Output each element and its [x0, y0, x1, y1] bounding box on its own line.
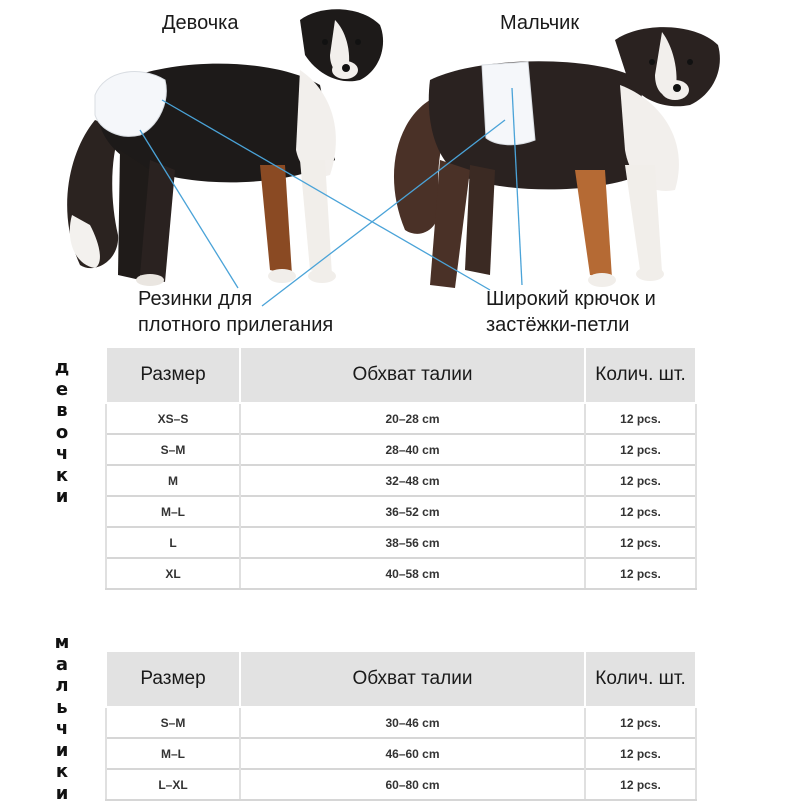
- elastic-caption-line-2: плотного прилегания: [138, 312, 333, 338]
- side-letter: и: [52, 486, 72, 508]
- cell-size: M–L: [106, 738, 240, 769]
- cell-quantity: 12 pcs.: [585, 707, 696, 738]
- cell-quantity: 12 pcs.: [585, 403, 696, 434]
- side-letter: м: [52, 632, 72, 654]
- cell-size: S–M: [106, 707, 240, 738]
- cell-waist: 46–60 cm: [240, 738, 585, 769]
- cell-waist: 20–28 cm: [240, 403, 585, 434]
- cell-quantity: 12 pcs.: [585, 527, 696, 558]
- table-row: [106, 769, 696, 800]
- cell-waist: 38–56 cm: [240, 527, 585, 558]
- cell-size: S–M: [106, 434, 240, 465]
- dogs-illustration: [0, 0, 800, 340]
- hook-caption: [486, 286, 656, 338]
- header-quantity: Колич. шт.: [585, 347, 696, 403]
- cell-quantity: 12 pcs.: [585, 465, 696, 496]
- cell-quantity: 12 pcs.: [585, 558, 696, 589]
- girl-dog: [67, 9, 383, 286]
- boys-size-table: [105, 650, 697, 801]
- cell-size: M–L: [106, 496, 240, 527]
- cell-quantity: 12 pcs.: [585, 496, 696, 527]
- cell-size: L: [106, 527, 240, 558]
- cell-size: L–XL: [106, 769, 240, 800]
- boy-label: Мальчик: [500, 10, 579, 36]
- elastic-caption-line-1: Резинки для: [138, 286, 333, 312]
- side-letter: е: [52, 379, 72, 401]
- cell-waist: 30–46 cm: [240, 707, 585, 738]
- cell-size: XS–S: [106, 403, 240, 434]
- header-waist: Обхват талии: [240, 347, 585, 403]
- cell-waist: 60–80 cm: [240, 769, 585, 800]
- cell-waist: 40–58 cm: [240, 558, 585, 589]
- cell-waist: 36–52 cm: [240, 496, 585, 527]
- girls-size-table: [105, 346, 697, 590]
- header-size: Размер: [106, 347, 240, 403]
- table-row: [106, 738, 696, 769]
- cell-quantity: 12 pcs.: [585, 738, 696, 769]
- cell-waist: 28–40 cm: [240, 434, 585, 465]
- side-letter: а: [52, 654, 72, 676]
- boy-dog: [394, 27, 720, 288]
- table-row: [106, 403, 696, 434]
- side-letter: ч: [52, 443, 72, 465]
- hook-caption-line-2: застёжки-петли: [486, 312, 656, 338]
- table-row: [106, 707, 696, 738]
- cell-size: XL: [106, 558, 240, 589]
- side-letter: в: [52, 400, 72, 422]
- table-row: [106, 465, 696, 496]
- header-size: Размер: [106, 651, 240, 707]
- boys-side-label: [52, 632, 72, 804]
- side-letter: ч: [52, 718, 72, 740]
- elastic-caption: [138, 286, 333, 338]
- side-letter: л: [52, 675, 72, 697]
- header-waist: Обхват талии: [240, 651, 585, 707]
- table-row: [106, 558, 696, 589]
- side-letter: д: [52, 357, 72, 379]
- side-letter: о: [52, 422, 72, 444]
- side-letter: к: [52, 761, 72, 783]
- cell-waist: 32–48 cm: [240, 465, 585, 496]
- table-header-row: [106, 651, 696, 707]
- table-row: [106, 434, 696, 465]
- cell-quantity: 12 pcs.: [585, 769, 696, 800]
- table-row: [106, 527, 696, 558]
- cell-quantity: 12 pcs.: [585, 434, 696, 465]
- table-row: [106, 496, 696, 527]
- girl-label: Девочка: [162, 10, 238, 36]
- side-letter: к: [52, 465, 72, 487]
- header-quantity: Колич. шт.: [585, 651, 696, 707]
- side-letter: ь: [52, 697, 72, 719]
- girls-side-label: [52, 357, 72, 508]
- side-letter: и: [52, 740, 72, 762]
- hook-caption-line-1: Широкий крючок и: [486, 286, 656, 312]
- table-header-row: [106, 347, 696, 403]
- side-letter: и: [52, 783, 72, 804]
- cell-size: M: [106, 465, 240, 496]
